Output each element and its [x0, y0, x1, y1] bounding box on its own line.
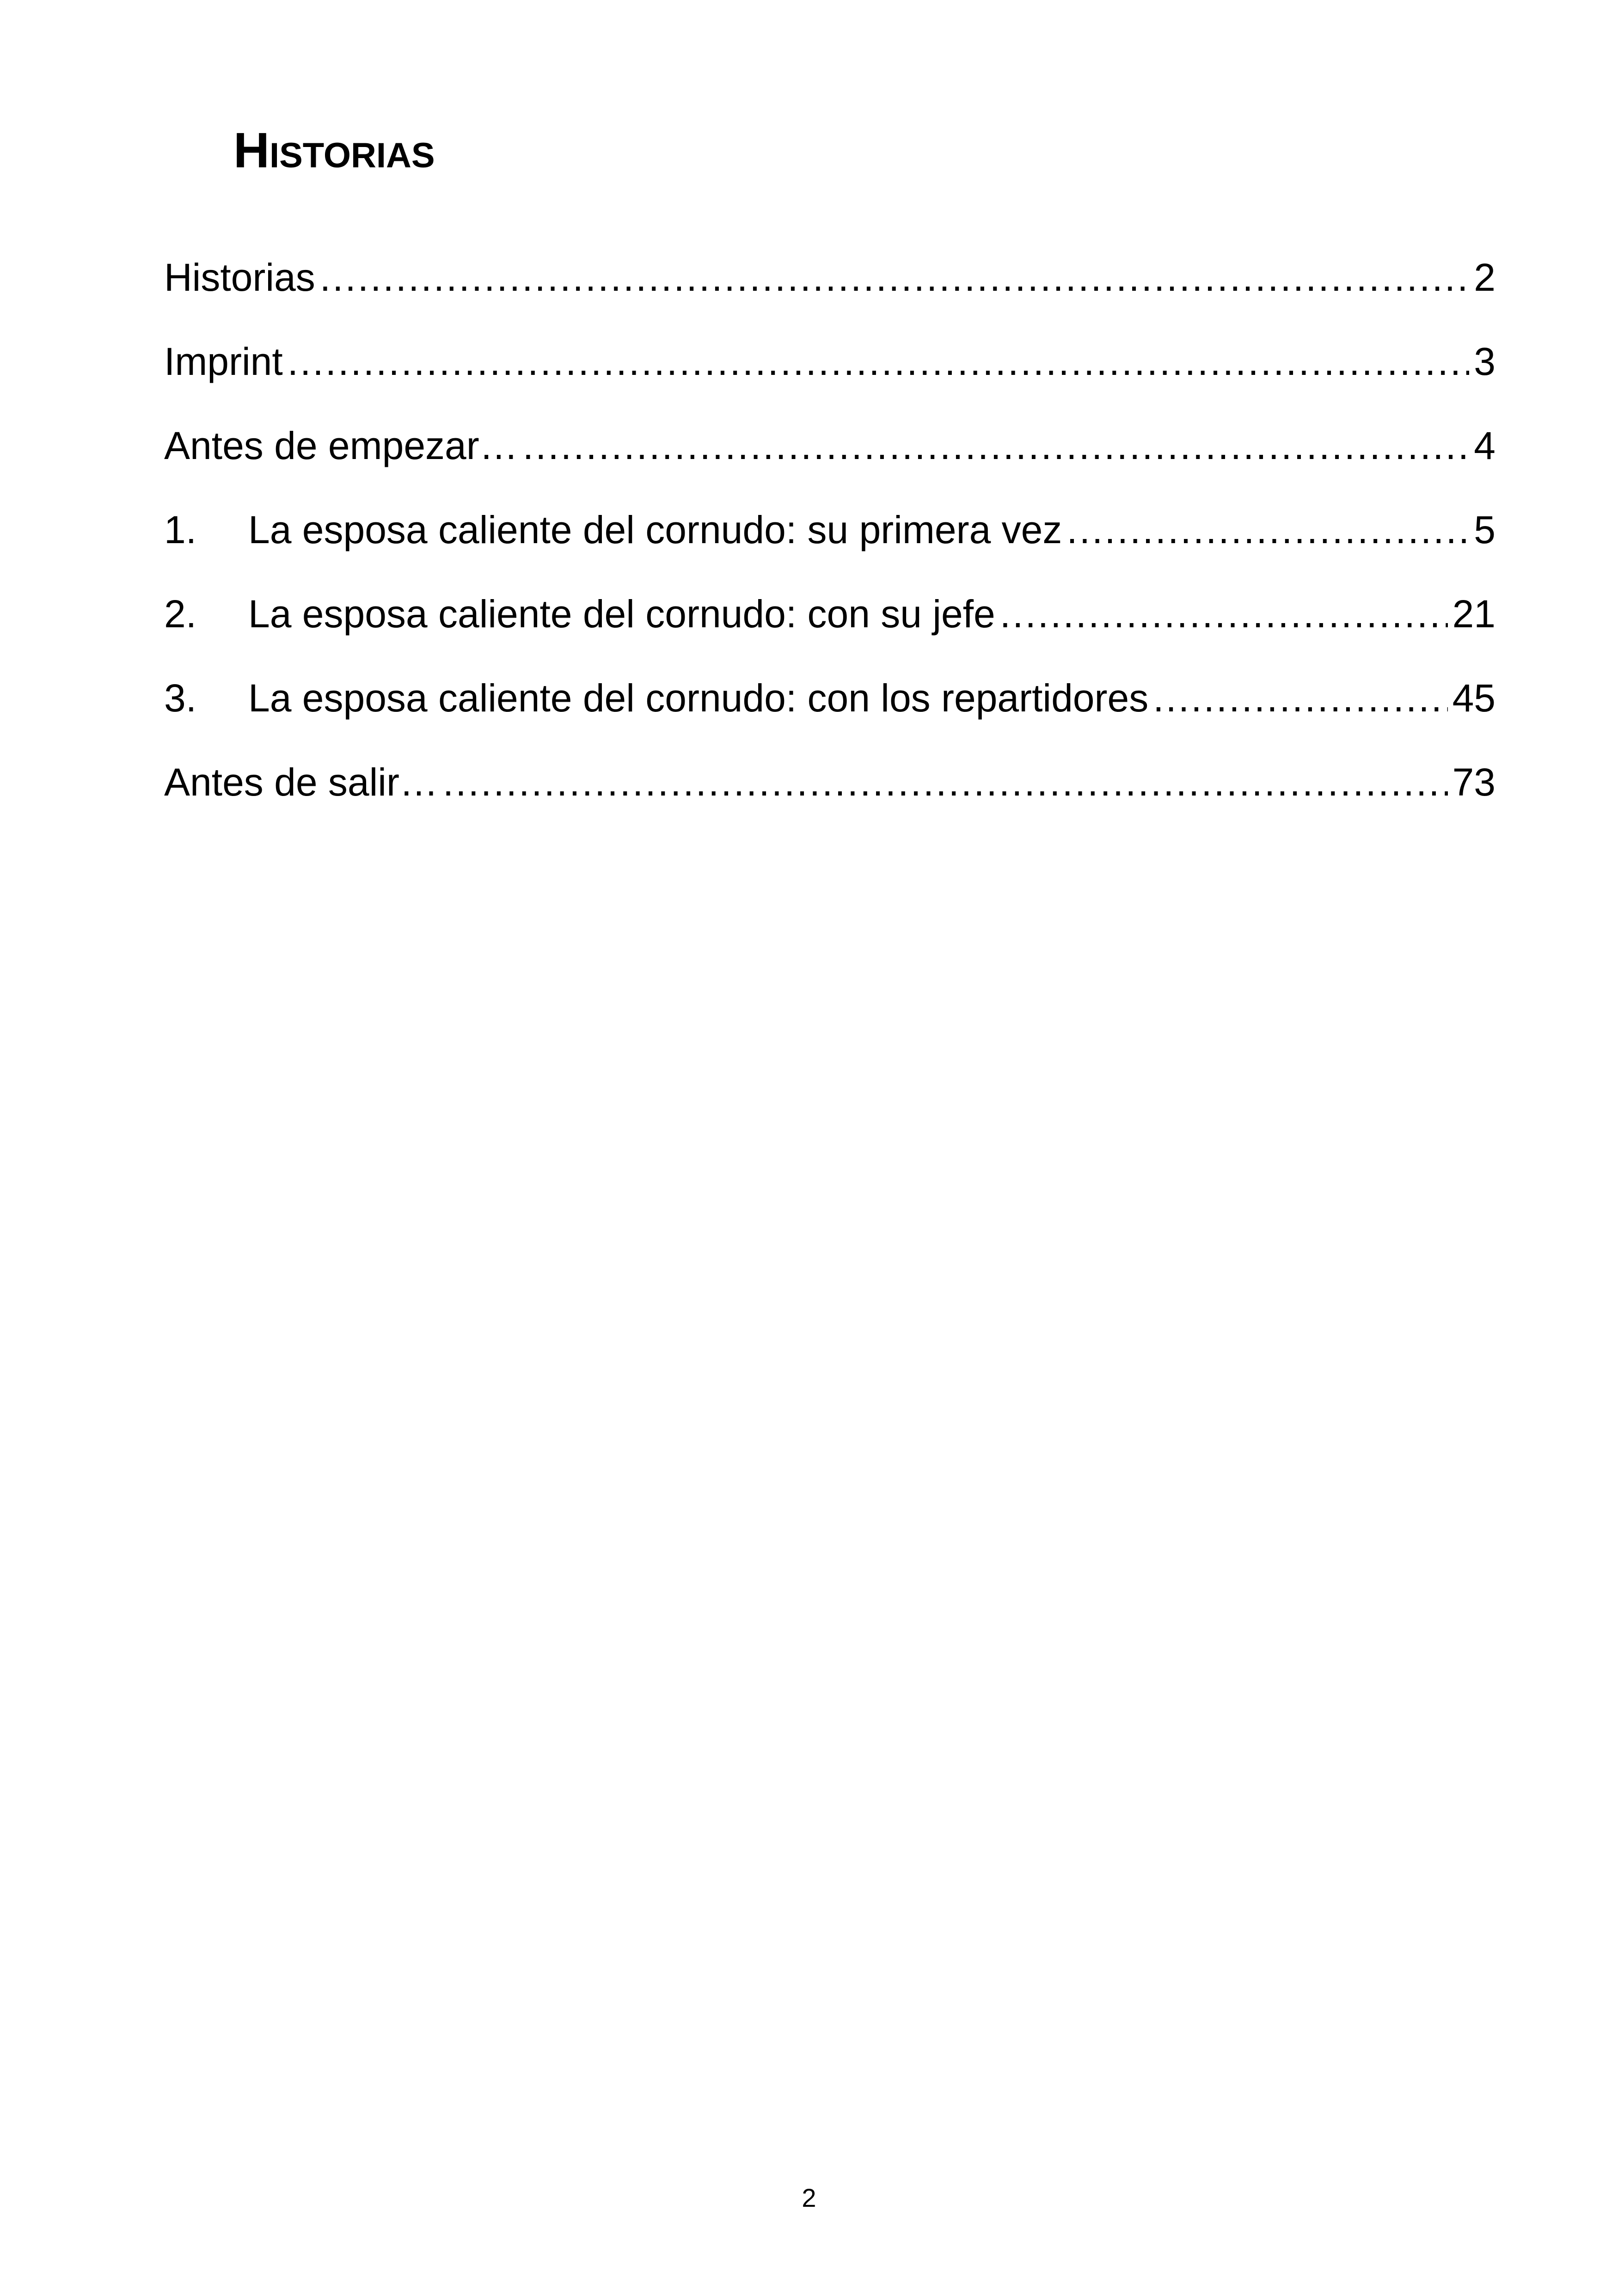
toc-entry-title: Antes de salir… — [164, 760, 438, 804]
toc-entry-antes-de-salir[interactable] — [164, 754, 1495, 839]
toc-entry-title: Historias — [164, 256, 315, 299]
toc-dot-leader — [1000, 586, 1448, 642]
table-of-contents — [164, 250, 1495, 839]
toc-entry-title: Antes de empezar… — [164, 424, 518, 467]
page-number: 2 — [802, 2183, 816, 2212]
toc-dot-leader — [523, 418, 1470, 473]
toc-dot-leader — [443, 754, 1448, 810]
toc-entry-page: 2 — [1474, 256, 1495, 299]
toc-entry-number: 2. — [164, 592, 197, 636]
toc-dot-leader — [1066, 502, 1469, 557]
toc-entry-title: La esposa caliente del cornudo: su primera vez — [248, 508, 1062, 551]
toc-entry-number: 3. — [164, 676, 197, 720]
toc-entry-page: 4 — [1474, 424, 1495, 467]
toc-entry-page: 45 — [1452, 676, 1495, 720]
toc-entry-page: 21 — [1452, 592, 1495, 636]
toc-entry-antes-de-empezar[interactable] — [164, 418, 1495, 502]
toc-entry-number: 1. — [164, 508, 197, 551]
toc-dot-leader — [320, 250, 1470, 305]
toc-entry-page: 3 — [1474, 340, 1495, 383]
toc-entry-chapter-2[interactable] — [164, 586, 1495, 670]
toc-entry-title: La esposa caliente del cornudo: con su jefe — [248, 592, 995, 636]
page-title: Historias — [233, 122, 435, 178]
toc-entry-historias[interactable] — [164, 250, 1495, 334]
toc-entry-title: La esposa caliente del cornudo: con los repartidores — [248, 676, 1149, 720]
toc-entry-chapter-1[interactable] — [164, 502, 1495, 586]
toc-entry-title: Imprint — [164, 340, 283, 383]
toc-entry-page: 5 — [1474, 508, 1495, 551]
toc-dot-leader — [288, 334, 1470, 389]
toc-entry-imprint[interactable] — [164, 334, 1495, 418]
toc-entry-page: 73 — [1452, 760, 1495, 804]
toc-dot-leader — [1153, 670, 1447, 726]
toc-entry-chapter-3[interactable] — [164, 670, 1495, 754]
